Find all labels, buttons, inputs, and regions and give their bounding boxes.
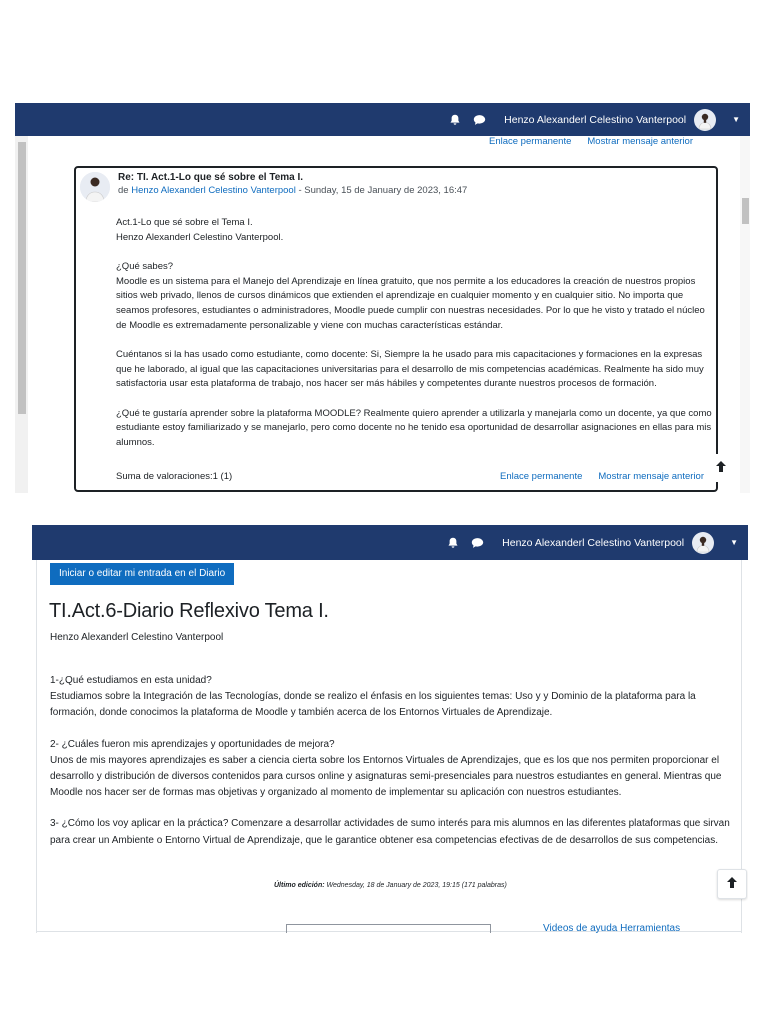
- diary-paragraph: 1-¿Qué estudiamos en esta unidad? Estudiamos sobre la Integración de las Tecnologías, donde se realizo el énfasis en los siguientes temas: Uso y y Dominio de la plataforma para la formación, donde conocimos la plataforma de Moodle y también acerca de los Entornos Virtuales de Aprendizaje.: [50, 675, 696, 719]
- user-avatar[interactable]: [694, 109, 716, 131]
- ratings-sum: Suma de valoraciones:1 (1): [116, 471, 233, 482]
- navbar-user-area: [449, 103, 750, 136]
- permalink-link-top[interactable]: Enlace permanente: [489, 136, 572, 147]
- post-title: Re: TI. Act.1-Lo que sé sobre el Tema I.: [118, 172, 304, 183]
- permalink-link[interactable]: Enlace permanente: [500, 471, 583, 482]
- show-parent-link-top[interactable]: Mostrar mensaje anterior: [587, 136, 693, 147]
- top-navbar: [15, 103, 750, 136]
- help-videos-link[interactable]: Videos de ayuda Herramientas: [543, 923, 681, 933]
- left-scrollbar-thumb[interactable]: [18, 142, 26, 414]
- select-input[interactable]: [286, 924, 491, 933]
- caret-down-icon[interactable]: ▼: [730, 538, 738, 547]
- navbar-user-area: [447, 525, 748, 560]
- forum-screenshot: [15, 103, 750, 493]
- bell-icon[interactable]: [447, 537, 459, 549]
- left-scrollbar[interactable]: [15, 136, 28, 493]
- caret-down-icon[interactable]: ▼: [732, 115, 740, 124]
- back-to-top-button[interactable]: [717, 869, 747, 899]
- page-left-border: [36, 560, 37, 933]
- page-title: TI.Act.6-Diario Reflexivo Tema I.: [49, 600, 329, 622]
- post-footer: [116, 471, 704, 482]
- post-date: - Sunday, 15 de January de 2023, 16:47: [298, 185, 468, 196]
- top-navbar: [32, 525, 748, 560]
- diary-paragraph: 2- ¿Cuáles fueron mis aprendizajes y oportunidades de mejora? Unos de mis mayores aprendizajes es saber a ciencia cierta sobre los Entornos Virtuales de Aprendizajes, que es los que nos permiten proporcionar el desarrollo y distribución de diversos contenidos para cursos online y asignaturas semi-presenciales para nuestros estudiantes en general. Mientras que Moodle nos hacer ser de formas mas objetivas y organizado al momento de implementar su aplicación con nuestros estudiantes.: [50, 738, 722, 799]
- post-header: [80, 172, 467, 202]
- right-scrollbar-thumb[interactable]: [742, 198, 749, 224]
- post-meta: [118, 185, 467, 196]
- chat-icon[interactable]: [471, 537, 484, 549]
- post-footer-links: [500, 471, 704, 482]
- user-name[interactable]: Henzo Alexanderl Celestino Vanterpool: [504, 113, 687, 126]
- user-name[interactable]: Henzo Alexanderl Celestino Vanterpool: [502, 536, 685, 549]
- diary-screenshot: [32, 525, 748, 933]
- chat-icon[interactable]: [473, 114, 486, 126]
- diary-entry-content: [50, 673, 730, 864]
- post-by-prefix: de: [118, 185, 129, 196]
- post-paragraph: ¿Qué sabes? Moodle es un sistema para el Manejo del Aprendizaje en línea gratuito, que nos permite a los educadores la creación de nuestros propios sitios web privado, llenos de cursos dinámicos que extienden el aprendizaje en cualquier momento y en cualquier sitio. No importa que seamos profesores, estudiantes o administradores, Moodle puede cumplir con nuestras necesidades. Por lo que he visto y tratado el núcleo de Moodle es extremadamente personalizable y viene con muchas características estándar.: [116, 260, 705, 331]
- post-paragraph: Act.1-Lo que sé sobre el Tema I. Henzo Alexanderl Celestino Vanterpool.: [116, 217, 284, 243]
- forum-post: [74, 166, 718, 492]
- last-edit-label: Último edición:: [274, 882, 325, 889]
- diary-author: Henzo Alexanderl Celestino Vanterpool: [50, 632, 224, 643]
- post-author-avatar[interactable]: [80, 172, 110, 202]
- show-parent-link[interactable]: Mostrar mensaje anterior: [598, 471, 704, 482]
- arrow-up-icon: [727, 877, 737, 891]
- right-scrollbar[interactable]: [740, 136, 750, 493]
- edit-diary-entry-button[interactable]: Iniciar o editar mi entrada en el Diario: [50, 563, 234, 585]
- last-edit-value: Wednesday, 18 de January de 2023, 19:15 (171 palabras): [326, 882, 507, 889]
- post-author-link[interactable]: Henzo Alexanderl Celestino Vanterpool: [131, 185, 296, 196]
- post-content: [116, 216, 712, 465]
- back-to-top-button[interactable]: [707, 454, 735, 482]
- previous-post-links: [489, 136, 693, 147]
- diary-paragraph: 3- ¿Cómo los voy aplicar en la práctica? Comenzare a desarrollar actividades de sumo interés para mis alumnos en las diferentes plataformas que sirvan para crear un Ambiente o Entorno Virtual de Aprendizaje, que le garantice obtener esa competencias efectivas de de desarrollos de sus competencias.: [50, 818, 730, 846]
- post-paragraph: ¿Qué te gustaría aprender sobre la plataforma MOODLE? Realmente quiero aprender a utilizarla y manejarla como un docente, ya que como estudiante estoy familiarizado y se manejarlo, pero como docente no he tenido esa oportunidad de desarrollar asignaciones en ellas para mis alumnos.: [116, 407, 712, 448]
- last-edit-info: [274, 882, 507, 889]
- bell-icon[interactable]: [449, 114, 461, 126]
- user-avatar[interactable]: [692, 532, 714, 554]
- arrow-up-icon: [716, 461, 726, 475]
- post-paragraph: Cuéntanos si la has usado como estudiante, como docente: Si, Siempre la he usado para mis capacitaciones y formaciones en la expresas que he laborado, al igual que las capacitaciones universitarias para el desarrollo de mis competencias académicas. Realmente ha sido muy satisfactoria usar esta plataforma de trabajo, nos hacer ser más hábiles y competentes durante nuestros procesos de formación.: [116, 348, 704, 390]
